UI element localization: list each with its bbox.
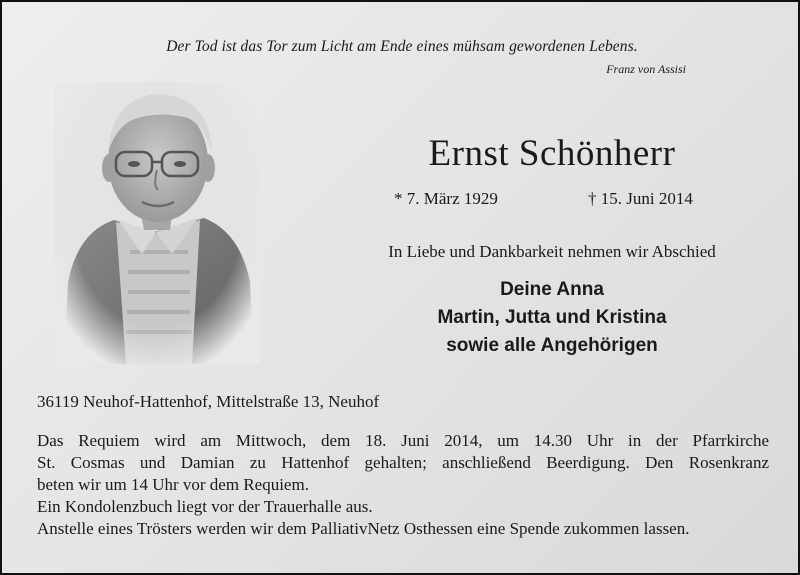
mourner-line: sowie alle Angehörigen	[446, 335, 658, 356]
quote-text: Der Tod ist das Tor zum Licht am Ende eines mühsam gewordenen Lebens.	[166, 38, 638, 55]
deceased-name: Ernst Schönherr	[428, 133, 676, 174]
notice-line: St. Cosmas und Damian zu Hattenhof gehalten; anschließend Beerdigung. Den Rosenkranz	[37, 453, 769, 472]
mourner-address: 36119 Neuhof-Hattenhof, Mittelstraße 13, Neuhof	[37, 392, 380, 411]
quote-author: Franz von Assisi	[606, 62, 686, 76]
notice-line: Das Requiem wird am Mittwoch, dem 18. Juni 2014, um 14.30 Uhr in der Pfarrkirche	[37, 431, 769, 450]
farewell-line: In Liebe und Dankbarkeit nehmen wir Abschied	[388, 242, 716, 261]
funeral-notice	[37, 430, 769, 540]
death-date: † 15. Juni 2014	[588, 189, 693, 208]
portrait-photo	[54, 82, 260, 364]
notice-line: beten wir um 14 Uhr vor dem Requiem.	[37, 475, 309, 494]
mourner-line: Deine Anna	[500, 279, 604, 300]
notice-line: Anstelle eines Trösters werden wir dem PalliativNetz Osthessen eine Spende zukommen lassen.	[37, 519, 690, 538]
notice-line: Ein Kondolenzbuch liegt vor der Trauerhalle aus.	[37, 497, 373, 516]
birth-date: * 7. März 1929	[394, 189, 498, 208]
mourners-list	[332, 276, 772, 360]
mourner-line: Martin, Jutta und Kristina	[437, 307, 667, 328]
